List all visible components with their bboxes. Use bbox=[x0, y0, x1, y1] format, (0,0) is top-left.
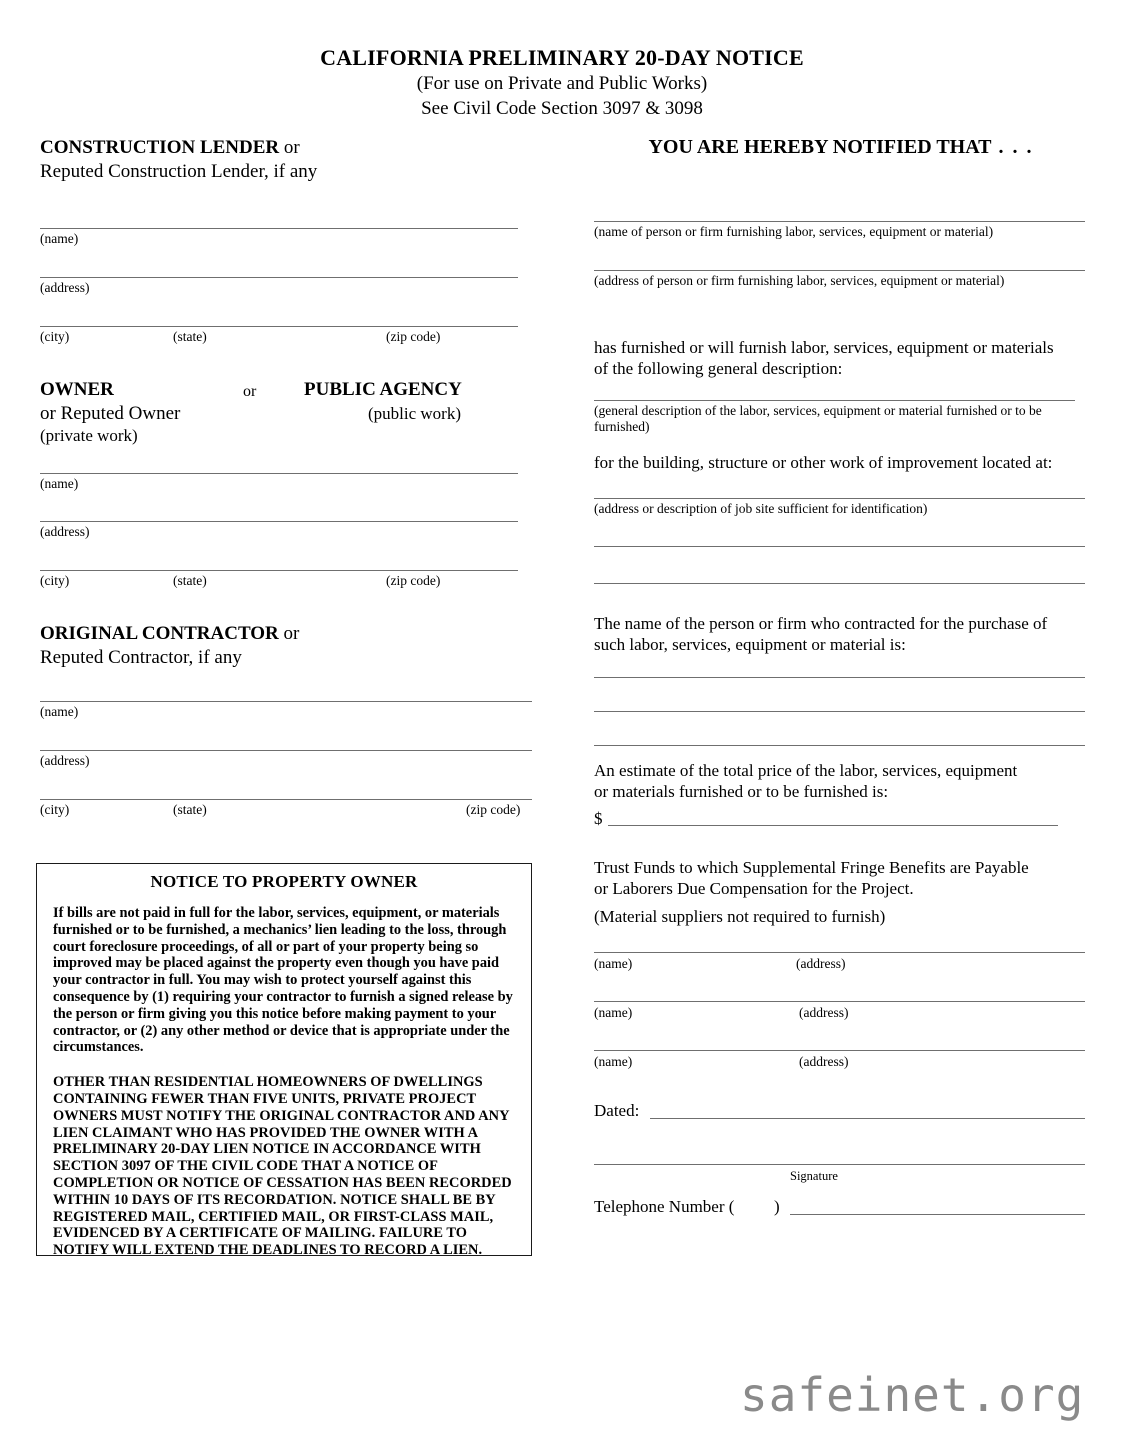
original-contractor-heading bbox=[40, 622, 299, 646]
telephone-label bbox=[594, 1196, 734, 1217]
notice-box-paragraph-1: If bills are not paid in full for the labor, services, equipment, or materials furnished or to be furnished, a mechanics’ lien leading to the loss, through court foreclosure proceedings, of all or part of your property being so improved may be placed against the property even though you have paid your contractor in full. You may wish to protect yourself against this consequence by (1) requiring your contractor to furnish a signed release by the person or firm giving you this notice before making payment to your contractor, or (2) any other method or device that is appropriate under the circumstances. bbox=[53, 905, 513, 1056]
owner-state-caption: (state) bbox=[173, 573, 207, 588]
contractor-city-caption: (city) bbox=[40, 802, 70, 817]
contracted-person-paragraph: The name of the person or firm who contracted for the purchase of such labor, services, equipment or material is: bbox=[594, 614, 1048, 654]
trust-row-name-2: (name) bbox=[594, 1005, 633, 1020]
furnisher-name-caption: (name of person or firm furnishing labor, services, equipment or material) bbox=[594, 224, 994, 239]
lender-name-rule[interactable] bbox=[40, 228, 518, 229]
owner-name-rule[interactable] bbox=[40, 473, 518, 474]
notified-heading bbox=[594, 136, 1088, 159]
contractor-address-rule[interactable] bbox=[40, 750, 532, 751]
trust-row-address-2: (address) bbox=[799, 1005, 849, 1020]
public-agency-heading: PUBLIC AGENCY bbox=[304, 379, 462, 400]
trust-row-rule-1[interactable] bbox=[594, 952, 1085, 953]
building-located-paragraph: for the building, structure or other work of improvement located at: bbox=[594, 453, 1053, 472]
original-contractor-subheading: Reputed Contractor, if any bbox=[40, 647, 242, 668]
job-site-caption: (address or description of job site sufficient for identification) bbox=[594, 501, 928, 516]
original-contractor-heading-or: or bbox=[278, 623, 300, 644]
lender-state-caption: (state) bbox=[173, 329, 207, 344]
telephone-rule[interactable] bbox=[790, 1214, 1085, 1215]
owner-subheading: or Reputed Owner bbox=[40, 403, 181, 424]
contractor-zip-caption: (zip code) bbox=[466, 802, 521, 817]
notice-box-paragraph-2: OTHER THAN RESIDENTIAL HOMEOWNERS OF DWELLINGS CONTAINING FEWER THAN FIVE UNITS, PRIVATE PROJECT OWNERS MUST NOTIFY THE ORIGINAL CONTRACTOR AND ANY LIEN CLAIMANT WHO HAS PROVIDED THE OWNER WITH A PRELIMINARY 20-DAY LIEN NOTICE IN ACCORDANCE WITH SECTION 3097 OF THE CIVIL CODE THAT A NOTICE OF COMPLETION OR NOTICE OF CESSATION HAS BEEN RECORDED WITHIN 10 DAYS OF ITS RECORDATION. NOTICE SHALL BE BY REGISTERED MAIL, CERTIFIED MAIL, OR FIRST-CLASS MAIL, EVIDENCED BY A CERTIFICATE OF MAILING. FAILURE TO NOTIFY WILL EXTEND THE DEADLINES TO RECORD A LIEN. bbox=[53, 1074, 512, 1259]
notified-heading-text: YOU ARE HEREBY NOTIFIED THAT bbox=[648, 136, 992, 158]
telephone-paren-close: ) bbox=[774, 1197, 780, 1216]
contractor-state-caption: (state) bbox=[173, 802, 207, 817]
owner-city-caption: (city) bbox=[40, 573, 70, 588]
signature-caption: Signature bbox=[790, 1169, 838, 1183]
notice-to-property-owner-box bbox=[36, 863, 532, 1259]
contractor-citystatezip-rule[interactable] bbox=[40, 799, 532, 800]
document-title-block bbox=[0, 44, 1124, 121]
general-description-rule[interactable] bbox=[594, 400, 1075, 401]
contractor-name-caption: (name) bbox=[40, 704, 79, 719]
lender-citystatezip-rule[interactable] bbox=[40, 326, 518, 327]
notified-heading-ellipsis: . . . bbox=[991, 136, 1034, 158]
lender-name-caption: (name) bbox=[40, 231, 79, 246]
contracted-person-rule-3[interactable] bbox=[594, 745, 1085, 746]
lender-address-rule[interactable] bbox=[40, 277, 518, 278]
material-suppliers-note: (Material suppliers not required to furnish) bbox=[594, 907, 886, 926]
trust-row-rule-2[interactable] bbox=[594, 1001, 1085, 1002]
telephone-label-text: Telephone Number ( bbox=[594, 1197, 735, 1216]
owner-address-caption: (address) bbox=[40, 524, 90, 539]
dollar-sign-label: $ bbox=[594, 809, 603, 828]
owner-name-caption: (name) bbox=[40, 476, 79, 491]
estimate-paragraph: An estimate of the total price of the labor, services, equipment or materials furnished or to be furnished is: bbox=[594, 761, 1018, 801]
job-site-extra-rule-1[interactable] bbox=[594, 546, 1085, 547]
contracted-person-rule-2[interactable] bbox=[594, 711, 1085, 712]
general-description-caption: (general description of the labor, services, equipment or material furnished or to be furnished) bbox=[594, 403, 1042, 434]
has-furnished-paragraph: has furnished or will furnish labor, services, equipment or materials of the following general description: bbox=[594, 338, 1054, 378]
owner-or-label: or bbox=[243, 383, 257, 400]
trust-row-rule-3[interactable] bbox=[594, 1050, 1085, 1051]
contracted-person-rule-1[interactable] bbox=[594, 677, 1085, 678]
signature-rule[interactable] bbox=[594, 1164, 1085, 1165]
original-contractor-heading-bold: ORIGINAL CONTRACTOR bbox=[40, 623, 279, 644]
construction-lender-heading bbox=[40, 136, 300, 160]
construction-lender-heading-bold: CONSTRUCTION LENDER bbox=[40, 137, 280, 158]
trust-row-address-1: (address) bbox=[796, 956, 846, 971]
trust-funds-paragraph: Trust Funds to which Supplemental Fringe Benefits are Payable or Laborers Due Compensation for the Project. bbox=[594, 858, 1029, 898]
estimate-amount-rule[interactable] bbox=[608, 825, 1058, 826]
lender-zip-caption: (zip code) bbox=[386, 329, 441, 344]
private-work-label: (private work) bbox=[40, 426, 138, 445]
public-work-label: (public work) bbox=[368, 404, 462, 423]
owner-zip-caption: (zip code) bbox=[386, 573, 441, 588]
page-subtitle-usage: (For use on Private and Public Works) bbox=[416, 73, 708, 94]
owner-address-rule[interactable] bbox=[40, 521, 518, 522]
dated-label: Dated: bbox=[594, 1101, 640, 1120]
watermark: safeinet.org bbox=[740, 1368, 1085, 1422]
owner-citystatezip-rule[interactable] bbox=[40, 570, 518, 571]
notice-box-title: NOTICE TO PROPERTY OWNER bbox=[150, 872, 418, 891]
trust-row-address-3: (address) bbox=[799, 1054, 849, 1069]
furnisher-address-caption: (address of person or firm furnishing labor, services, equipment or material) bbox=[594, 273, 1005, 288]
construction-lender-heading-or: or bbox=[279, 137, 300, 158]
page-title: CALIFORNIA PRELIMINARY 20-DAY NOTICE bbox=[320, 45, 804, 70]
contractor-address-caption: (address) bbox=[40, 753, 90, 768]
furnisher-address-rule[interactable] bbox=[594, 270, 1085, 271]
contractor-name-rule[interactable] bbox=[40, 701, 532, 702]
trust-row-name-1: (name) bbox=[594, 956, 633, 971]
lender-city-caption: (city) bbox=[40, 329, 70, 344]
job-site-extra-rule-2[interactable] bbox=[594, 583, 1085, 584]
furnisher-name-rule[interactable] bbox=[594, 221, 1085, 222]
dated-rule[interactable] bbox=[650, 1118, 1085, 1119]
trust-row-name-3: (name) bbox=[594, 1054, 633, 1069]
lender-address-caption: (address) bbox=[40, 280, 90, 295]
construction-lender-subheading: Reputed Construction Lender, if any bbox=[40, 161, 318, 182]
job-site-rule[interactable] bbox=[594, 498, 1085, 499]
owner-heading: OWNER bbox=[40, 379, 114, 400]
page-subtitle-code: See Civil Code Section 3097 & 3098 bbox=[421, 98, 703, 119]
